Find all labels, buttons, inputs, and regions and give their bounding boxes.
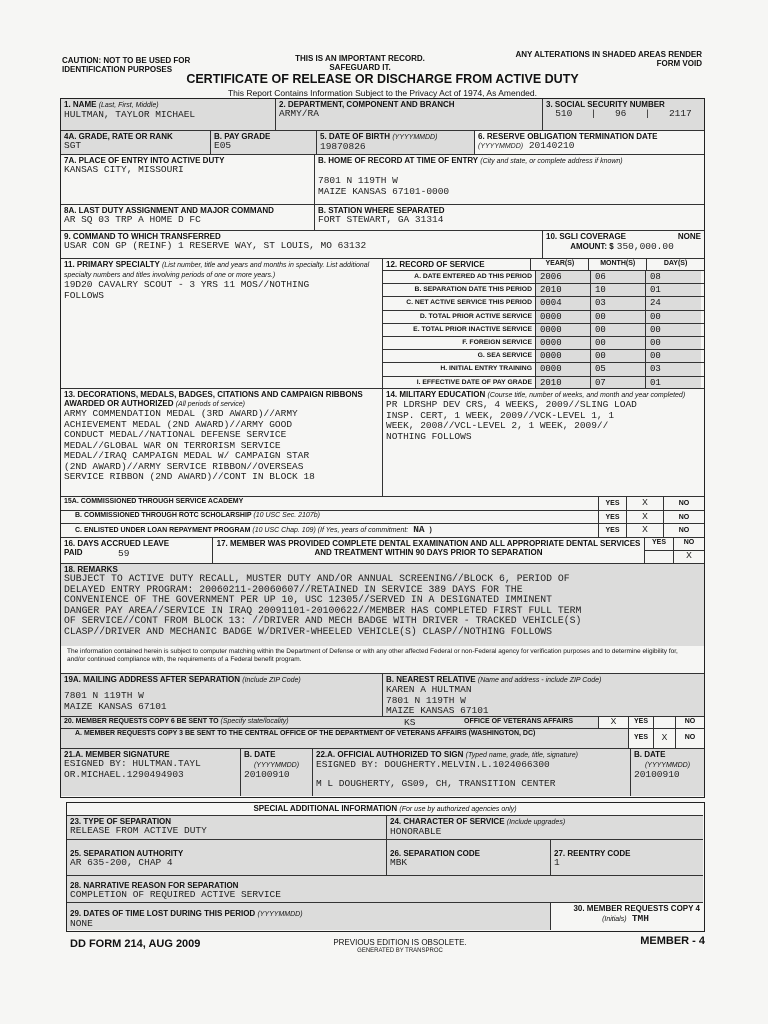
box-1-name [61, 99, 276, 131]
form-number: DD FORM 214, AUG 2009 [70, 938, 201, 950]
copy-designation: MEMBER - 4 [640, 935, 705, 947]
veterans-affairs-office: OFFICE OF VETERANS AFFAIRS [464, 718, 574, 725]
box-9-command-transferred [61, 231, 543, 259]
box-10-sgli [543, 231, 704, 259]
box-17-yes-header: YES [645, 538, 674, 551]
ssn-part-2: 96 [614, 108, 627, 119]
box-17-label: 17. MEMBER WAS PROVIDED COMPLETE DENTAL EXAMINATION AND ALL APPROPRIATE DENTAL SERVICES AND TREATMENT WITHIN 90 DAYS PRIOR TO SEPARATION [216, 539, 641, 557]
service-row-years: 0000 [536, 363, 591, 375]
service-row-months: 06 [591, 271, 646, 283]
box-20-copy-6 [61, 717, 599, 729]
reserve-obligation-value: 20140210 [528, 140, 575, 151]
box-13-hint: (All periods of service) [175, 401, 245, 408]
mailing-address-value: 7801 N 119TH W MAIZE KANSAS 67101 [64, 690, 167, 712]
box-8a-label: 8A. LAST DUTY ASSIGNMENT AND MAJOR COMMAND [64, 206, 274, 215]
box-8b-station-separated [315, 205, 704, 231]
special-info-hint: (For use by authorized agencies only) [399, 806, 517, 813]
nearest-relative-value: KAREN A HULTMAN 7801 N 119TH W MAIZE KANSAS 67101 [386, 684, 489, 716]
box-22b-hint: (YYYYMMDD) [644, 762, 691, 769]
box-15c-loan-repayment: C. ENLISTED UNDER LOAN REPAYMENT PROGRAM (10 USC Chap. 109) (If Yes, years of commitment: NA ) [61, 524, 599, 538]
service-row [383, 271, 704, 284]
service-row-label: E. TOTAL PRIOR INACTIVE SERVICE [383, 324, 536, 336]
service-row-days: 03 [646, 363, 701, 375]
service-row-days: 24 [646, 297, 701, 309]
box-19b-hint: (Name and address - include ZIP Code) [477, 677, 602, 684]
box-15c-hint: (10 USC Chap. 109) (If Yes, years of commitment: [252, 527, 409, 534]
service-row-months: 00 [591, 324, 646, 336]
box-13-label: 13. DECORATIONS, MEDALS, BADGES, CITATIONS AND CAMPAIGN RIBBONS AWARDED OR AUTHORIZED [64, 390, 363, 408]
reentry-code-value: 1 [554, 857, 560, 868]
box-8a-last-duty [61, 205, 315, 231]
box-20a-mark: X [654, 729, 676, 749]
service-row-years: 2010 [536, 377, 591, 390]
box-24-hint: (Include upgrades) [506, 819, 566, 826]
box-6-label: 6. RESERVE OBLIGATION TERMINATION DATE [478, 132, 658, 141]
box-28-label: 28. NARRATIVE REASON FOR SEPARATION [70, 881, 239, 890]
box-29-label: 29. DATES OF TIME LOST DURING THIS PERIOD [70, 909, 256, 918]
box-10-label: 10. SGLI COVERAGE [546, 232, 627, 241]
special-info-label: SPECIAL ADDITIONAL INFORMATION [253, 804, 398, 813]
service-row-years: 2010 [536, 284, 591, 296]
box-11-label: 11. PRIMARY SPECIALTY [64, 260, 160, 269]
box-21a-label: 21.A. MEMBER SIGNATURE [64, 750, 170, 759]
box-14-hint: (Course title, number of weeks, and month and year completed) [487, 392, 686, 399]
box-21b-date [241, 749, 313, 796]
box-15-no-label: NO [664, 524, 704, 538]
box-17-dental [213, 538, 645, 564]
box-17-no-mark: X [674, 551, 704, 564]
member-signature-date: 20100910 [244, 769, 290, 780]
box-1-hint: (Last, First, Middle) [98, 102, 159, 109]
box-19a-label: 19A. MAILING ADDRESS AFTER SEPARATION [64, 675, 241, 684]
days-column-header: DAY(S) [663, 260, 688, 267]
service-row-years: 2006 [536, 271, 591, 283]
alterations-notice: ANY ALTERATIONS IN SHADED AREAS RENDER FORM VOID [515, 50, 702, 68]
box-4a-grade [61, 131, 211, 155]
box-15-mark: X [627, 497, 664, 511]
last-duty-value: AR SQ 03 TRP A HOME D FC [64, 214, 201, 225]
sgli-amount-value: 350,000.00 [616, 241, 674, 252]
type-of-separation-value: RELEASE FROM ACTIVE DUTY [70, 825, 207, 836]
box-30-label: 30. MEMBER REQUESTS COPY 4 [573, 904, 700, 913]
service-row [383, 363, 704, 376]
box-6-hint: (YYYYMMDD) [478, 143, 524, 150]
box-7b-label: B. HOME OF RECORD AT TIME OF ENTRY [318, 156, 478, 165]
service-row-days: 00 [646, 350, 701, 362]
box-16-accrued-leave [61, 538, 213, 564]
box-6-reserve-obligation [475, 131, 704, 155]
command-transferred-value: USAR CON GP (REINF) 1 RESERVE WAY, ST LOUIS, MO 63132 [64, 240, 367, 251]
date-of-birth-value: 19870826 [320, 141, 366, 152]
box-15-mark: X [627, 524, 664, 538]
box-15-yes-label: YES [599, 497, 627, 511]
separation-authority-value: AR 635-200, CHAP 4 [70, 857, 173, 868]
special-info-header [67, 803, 703, 816]
service-row-months: 10 [591, 284, 646, 296]
box-14-label: 14. MILITARY EDUCATION [386, 390, 486, 399]
service-row-days: 00 [646, 311, 701, 323]
pay-grade-value: E05 [214, 140, 232, 151]
box-15b-label: B. COMMISSIONED THROUGH ROTC SCHOLARSHIP [75, 512, 252, 519]
remarks-value: SUBJECT TO ACTIVE DUTY RECALL, MUSTER DUTY AND/OR ANNUAL SCREENING//BLOCK 6, PERIOD OF DELAYED ENTRY PROGRAM: 20060211-20060607//RETAINED IN SERVICE 389 DAYS FOR THE CONVENIENCE OF THE GOVERNMENT PER UP 10, USC 12305//SERVED IN A DESIGNATED IMMINENT DANGER PAY AREA//SERVICE IN IRAQ 20091101-20100622//MEMBER HAS COMPLETED FIRST FULL TERM OF SERVICE//CONT FROM BLOCK 13: //DRIVER AND MECH BADGE WITH DRIVER - TRACKED VEHICLE(S) CLASP//DRIVER AND MECHANIC BADGE W/DRIVER-WHEELED VEHICLE(S) CLASP//NOTHING FOLLOWS [64, 573, 582, 637]
service-row-days: 00 [646, 337, 701, 349]
box-15c-label: C. ENLISTED UNDER LOAN REPAYMENT PROGRAM [75, 527, 251, 534]
obsolete-notice: PREVIOUS EDITION IS OBSOLETE. [333, 938, 467, 947]
loan-commitment-value: NA [413, 524, 425, 535]
box-22b-date [631, 749, 704, 796]
home-of-record-value: 7801 N 119TH W MAIZE KANSAS 67101-0000 [318, 175, 450, 197]
box-7a-place-of-entry [61, 155, 315, 205]
service-row-months: 00 [591, 350, 646, 362]
service-row-days: 08 [646, 271, 701, 283]
service-row-months: 07 [591, 377, 646, 390]
box-24-character-of-service [387, 816, 703, 840]
box-12-label: 12. RECORD OF SERVICE [383, 259, 531, 270]
box-2-label: 2. DEPARTMENT, COMPONENT AND BRANCH [279, 100, 455, 109]
box-13-decorations [61, 389, 383, 497]
box-19a-hint: (Include ZIP Code) [242, 677, 301, 684]
form-title: CERTIFICATE OF RELEASE OR DISCHARGE FROM ACTIVE DUTY [186, 72, 579, 86]
box-20-no: NO [676, 717, 704, 729]
box-20a-copy-3 [61, 729, 629, 749]
box-4b-pay-grade [211, 131, 317, 155]
box-28-narrative-reason [67, 876, 703, 903]
box-20-hint: (Specify state/locality) [220, 718, 289, 725]
box-21b-hint: (YYYYMMDD) [253, 762, 300, 769]
box-27-label: 27. REENTRY CODE [554, 849, 631, 858]
caution-notice: CAUTION: NOT TO BE USED FOR IDENTIFICATION PURPOSES [62, 56, 191, 74]
box-15b-rotc [61, 511, 599, 524]
box-22b-label: B. DATE [634, 750, 666, 759]
box-18-remarks [61, 564, 704, 674]
time-lost-value: NONE [70, 918, 93, 929]
box-17-no-header: NO [674, 538, 704, 551]
years-column-header: YEAR(S) [531, 259, 589, 270]
box-29-hint: (YYYYMMDD) [257, 911, 303, 918]
box-12-record-of-service [383, 259, 704, 389]
place-of-entry-value: KANSAS CITY, MISSOURI [64, 164, 184, 175]
box-22a-hint: (Typed name, grade, title, signature) [465, 752, 578, 759]
box-4b-label: B. PAY GRADE [214, 132, 271, 141]
ssn-part-3: 2117 [668, 108, 692, 119]
service-row-label: B. SEPARATION DATE THIS PERIOD [383, 284, 536, 296]
service-row-years: 0000 [536, 311, 591, 323]
box-29-time-lost [67, 903, 551, 930]
sgli-none-option: NONE [677, 232, 701, 241]
department-value: ARMY/RA [279, 108, 319, 119]
service-row [383, 284, 704, 297]
box-20-mark: X [599, 717, 629, 729]
box-21a-member-signature [61, 749, 241, 796]
box-20-yes: YES [629, 717, 654, 729]
service-row-years: 0000 [536, 350, 591, 362]
service-rows [383, 271, 704, 389]
service-row [383, 311, 704, 324]
service-row [383, 337, 704, 350]
name-value: HULTMAN, TAYLOR MICHAEL [64, 109, 196, 120]
box-30-hint: (Initials) [602, 916, 627, 923]
box-20-label: 20. MEMBER REQUESTS COPY 6 BE SENT TO [64, 718, 219, 725]
important-record-notice: THIS IS AN IMPORTANT RECORD. SAFEGUARD IT. [295, 54, 425, 72]
box-15-mark: X [627, 511, 664, 524]
box-20a-yes: YES [629, 729, 654, 749]
primary-specialty-value: 19D20 CAVALRY SCOUT - 3 YRS 11 MOS//NOTHING FOLLOWS [64, 279, 310, 301]
box-15-yes-label: YES [599, 524, 627, 538]
box-20-blank [654, 717, 676, 729]
ssn-part-1: 510 [555, 108, 573, 119]
box-5-date-of-birth [317, 131, 475, 155]
box-19b-label: B. NEAREST RELATIVE [386, 675, 476, 684]
box-19a-mailing-address [61, 674, 383, 717]
grade-value: SGT [64, 140, 82, 151]
computer-matching-notice: The information contained herein is subject to computer matching within the Department of Defense or with any other affected Federal or non-Federal agency for verification purposes and to determine eligibility for, and/or continued compliance with, the requirements of a Federal benefit program. [61, 646, 704, 674]
months-column-header: MONTH(S) [589, 259, 647, 270]
character-of-service-value: HONORABLE [390, 826, 442, 837]
box-15a-label: 15A. COMMISSIONED THROUGH SERVICE ACADEMY [64, 498, 244, 505]
box-16-label: 16. DAYS ACCRUED LEAVE PAID [64, 539, 170, 557]
service-row-label: A. DATE ENTERED AD THIS PERIOD [383, 271, 536, 283]
service-row-days: 01 [646, 377, 701, 390]
box-2-department [276, 99, 543, 131]
service-row-days: 00 [646, 324, 701, 336]
box-15-no-label: NO [664, 511, 704, 524]
service-row-label: F. FOREIGN SERVICE [383, 337, 536, 349]
service-row-months: 05 [591, 363, 646, 375]
service-row-months: 00 [591, 311, 646, 323]
box-9-label: 9. COMMAND TO WHICH TRANSFERRED [64, 232, 221, 241]
box-7b-home-of-record [315, 155, 704, 205]
service-row-label: H. INITIAL ENTRY TRAINING [383, 363, 536, 375]
box-4a-label: 4A. GRADE, RATE OR RANK [64, 132, 173, 141]
service-row-days: 01 [646, 284, 701, 296]
service-row [383, 297, 704, 310]
box-25-label: 25. SEPARATION AUTHORITY [70, 849, 184, 858]
service-row [383, 377, 704, 390]
box-25-separation-authority [67, 840, 387, 876]
service-row-years: 0000 [536, 324, 591, 336]
service-row-label: G. SEA SERVICE [383, 350, 536, 362]
accrued-leave-value: 59 [118, 548, 130, 559]
separation-code-value: MBK [390, 857, 408, 868]
box-21b-label: B. DATE [244, 750, 276, 759]
box-17-yes-cell [645, 551, 674, 564]
box-27-reentry-code [551, 840, 703, 876]
narrative-reason-value: COMPLETION OF REQUIRED ACTIVE SERVICE [70, 889, 281, 900]
service-row-label: D. TOTAL PRIOR ACTIVE SERVICE [383, 311, 536, 323]
special-information-form [66, 802, 705, 932]
box-1-label: 1. NAME [64, 100, 97, 109]
box-20a-label: A. MEMBER REQUESTS COPY 3 BE SENT TO THE CENTRAL OFFICE OF THE DEPARTMENT OF VETERANS AFFAIRS (WASHINGTON, DC) [75, 730, 536, 737]
service-row [383, 350, 704, 363]
service-row-label: I. EFFECTIVE DATE OF PAY GRADE [383, 377, 536, 390]
box-5-label: 5. DATE OF BIRTH [320, 132, 391, 141]
box-3-ssn: 3. SOCIAL SECURITY NUMBER 510 | 96 | 2117 [543, 99, 704, 131]
service-row-months: 03 [591, 297, 646, 309]
box-5-hint: (YYYYMMDD) [392, 134, 438, 141]
box-15b-hint: (10 USC Sec. 2107b) [253, 512, 320, 519]
service-row-years: 0000 [536, 337, 591, 349]
service-row [383, 324, 704, 337]
generated-by: GENERATED BY TRANSPROC [357, 948, 443, 954]
box-15a-service-academy [61, 497, 599, 511]
box-18-label: 18. REMARKS [64, 565, 118, 574]
service-row-years: 0004 [536, 297, 591, 309]
box-3-label: 3. SOCIAL SECURITY NUMBER [546, 100, 665, 109]
box-30-copy-4 [551, 903, 703, 930]
official-signature-value: ESIGNED BY: DOUGHERTY.MELVIN.L.1024066300 M L DOUGHERTY, GS09, CH, TRANSITION CENTER [316, 759, 556, 789]
military-education-value: PR LDRSHP DEV CRS, 4 WEEKS, 2009//SLING LOAD INSP. CERT, 1 WEEK, 2009//VCK-LEVEL 1, 1 WEEK, 2008//VCL-LEVEL 2, 1 WEEK, 2009// NOTHING FOLLOWS [386, 399, 637, 442]
station-separated-value: FORT STEWART, GA 31314 [318, 214, 444, 225]
box-23-type-of-separation [67, 816, 387, 840]
box-7b-hint: (City and state, or complete address if known) [480, 158, 623, 165]
box-15-no-label: NO [664, 497, 704, 511]
sgli-amount-label: AMOUNT: $ [570, 242, 614, 251]
privacy-notice: This Report Contains Information Subject to the Privacy Act of 1974, As Amended. [227, 88, 537, 98]
service-row-label: C. NET ACTIVE SERVICE THIS PERIOD [383, 297, 536, 309]
box-22a-label: 22.A. OFFICIAL AUTHORIZED TO SIGN [316, 750, 464, 759]
box-15-yes-label: YES [599, 511, 627, 524]
box-23-label: 23. TYPE OF SEPARATION [70, 817, 172, 826]
official-signature-date: 20100910 [634, 769, 680, 780]
box-19b-nearest-relative [383, 674, 704, 717]
copy-6-state-value: KS [404, 717, 416, 728]
box-26-label: 26. SEPARATION CODE [390, 849, 480, 858]
decorations-value: ARMY COMMENDATION MEDAL (3RD AWARD)//ARMY ACHIEVEMENT MEDAL (2ND AWARD)//ARMY GOOD CONDUCT MEDAL//NATIONAL DEFENSE SERVICE MEDAL//GLOBAL WAR ON TERRORISM SERVICE MEDAL//IRAQ CAMPAIGN MEDAL W/ CAMPAIGN STAR (2ND AWARD)//ARMY SERVICE RIBBON//OVERSEAS SERVICE RIBBON (2ND AWARD)//CONT IN BLOCK 18 [64, 408, 315, 482]
service-row-months: 00 [591, 337, 646, 349]
box-20a-no: NO [676, 729, 704, 749]
copy-4-initials: TMH [631, 913, 649, 924]
box-11-primary-specialty [61, 259, 383, 389]
box-26-separation-code [387, 840, 551, 876]
box-24-label: 24. CHARACTER OF SERVICE [390, 817, 505, 826]
box-8b-label: B. STATION WHERE SEPARATED [318, 206, 445, 215]
box-11-hint: (List number, title and years and months in specialty. List additional specialty numbers and titles involving periods of one or more years.) [64, 262, 370, 279]
box-14-military-education [383, 389, 704, 497]
main-form [60, 98, 705, 798]
member-signature-value: ESIGNED BY: HULTMAN.TAYL OR.MICHAEL.1290494903 [64, 758, 201, 780]
box-7a-label: 7A. PLACE OF ENTRY INTO ACTIVE DUTY [64, 156, 225, 165]
box-22a-official-signature [313, 749, 631, 796]
